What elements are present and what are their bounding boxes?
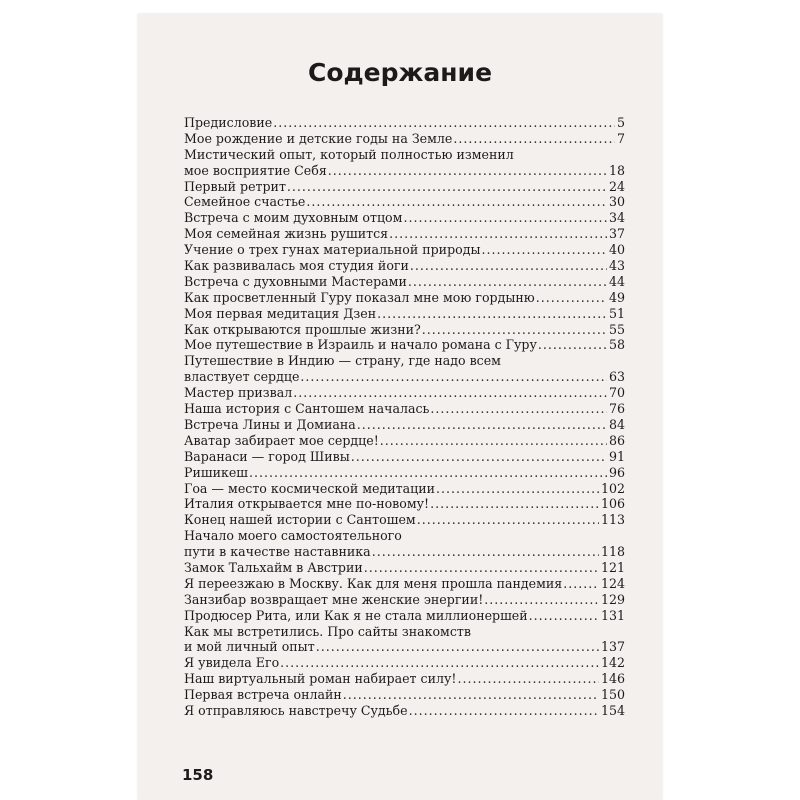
toc-entry [184, 353, 625, 385]
dot-leader [409, 703, 599, 719]
toc-entry-row [184, 544, 625, 560]
toc-entry-page: 84 [608, 416, 625, 432]
toc-entry-title: Моя семейная жизнь рушится [184, 226, 389, 242]
toc-entry-page: 113 [600, 512, 625, 528]
toc-entry [184, 226, 625, 242]
dot-leader [372, 544, 599, 560]
toc-entry [184, 417, 625, 433]
toc-entry-page: 142 [600, 655, 625, 671]
toc-entry-page: 24 [608, 178, 625, 194]
dot-leader [280, 655, 599, 671]
toc-entry-row [184, 194, 625, 210]
toc-entry-row [184, 671, 625, 687]
toc-entry [184, 290, 625, 306]
dot-leader [453, 131, 615, 147]
toc-entry [184, 194, 625, 210]
toc-entry-page: 30 [608, 194, 625, 210]
toc-entry-row [184, 115, 625, 131]
toc-entry-title: Моя первая медитация Дзен [184, 305, 377, 321]
toc-entry-row [184, 512, 625, 528]
toc-entry-title: Мое рождение и детские годы на Земле [184, 130, 453, 146]
toc-entry-row [184, 337, 625, 353]
toc-entry [184, 496, 625, 512]
toc-entry-page: 55 [608, 321, 625, 337]
toc-entry-row [184, 481, 625, 497]
dot-leader [538, 337, 607, 353]
toc-entry-row [184, 560, 625, 576]
toc-entry-title: Варанаси — город Шивы [184, 448, 350, 464]
toc-entry [184, 528, 625, 560]
toc-entry-title: Конец нашей истории с Сантошем [184, 512, 416, 528]
dot-leader [380, 433, 607, 449]
toc-entry-row [184, 639, 625, 655]
page-title: Содержание [307, 58, 493, 87]
dot-leader [377, 306, 607, 322]
toc-entry-title: Встреча Лины и Домиана [184, 416, 356, 432]
toc-entry [184, 512, 625, 528]
toc-entry [184, 131, 625, 147]
toc-entry-page: 7 [616, 130, 625, 146]
dot-leader [287, 179, 607, 195]
dot-leader [316, 639, 599, 655]
dot-leader [422, 322, 607, 338]
dot-leader [457, 671, 599, 687]
toc-entry [184, 401, 625, 417]
toc-entry-page: 131 [600, 607, 625, 623]
toc-entry [184, 385, 625, 401]
toc-entry-page: 146 [600, 671, 625, 687]
toc-entry-page: 34 [608, 210, 625, 226]
toc-entry [184, 179, 625, 195]
toc-entry-row [184, 449, 625, 465]
toc-entry [184, 687, 625, 703]
toc-entry-page: 76 [608, 401, 625, 417]
toc-entry-row [184, 401, 625, 417]
toc-entry [184, 337, 625, 353]
toc-entry-page: 43 [608, 258, 625, 274]
dot-leader [436, 481, 599, 497]
toc-entry-row [184, 433, 625, 449]
toc-entry [184, 115, 625, 131]
toc-entry-row [184, 608, 625, 624]
toc-entry-row [184, 417, 625, 433]
toc-entry-title: мое восприятие Себя [184, 162, 327, 178]
toc-entry-title: Мое путешествие в Израиль и начало романа с Гуру [184, 337, 537, 353]
toc-entry-page: 58 [608, 337, 625, 353]
toc-entry-title: пути в качестве наставника [184, 544, 371, 560]
toc-entry-page: 70 [608, 385, 625, 401]
toc-entry [184, 671, 625, 687]
dot-leader [417, 512, 599, 528]
toc-entry [184, 322, 625, 338]
toc-entry-page: 5 [616, 115, 625, 130]
dot-leader [410, 258, 607, 274]
toc-entry-title: Как открываются прошлые жизни? [184, 321, 421, 337]
toc-entry-title: Наш виртуальный роман набирает силу! [184, 671, 457, 687]
dot-leader [300, 369, 607, 385]
toc-entry-title: Встреча с моим духовным отцом [184, 210, 403, 226]
toc-entry-row [184, 163, 625, 179]
toc-entry [184, 465, 625, 481]
toc-entry-row [184, 687, 625, 703]
toc-entry-row [184, 465, 625, 481]
toc-entry-page: 118 [600, 544, 625, 560]
toc-entry-row [184, 703, 625, 719]
toc-entry [184, 210, 625, 226]
toc-entry-title: Я отправляюсь навстречу Судьбе [184, 703, 408, 719]
toc-entry [184, 433, 625, 449]
dot-leader [328, 163, 607, 179]
toc-entry [184, 624, 625, 656]
toc-entry-row [184, 179, 625, 195]
toc-entry-page: 129 [600, 591, 625, 607]
toc-entry-title: Замок Тальхайм в Австрии [184, 559, 363, 575]
toc-entry-title-line1: Как мы встретились. Про сайты знакомств [184, 623, 471, 639]
toc-entry-page: 18 [608, 162, 625, 178]
toc-entry-title: Как просветленный Гуру показал мне мою гордыню [184, 289, 535, 305]
toc-entry-title: Я переезжаю в Москву. Как для меня прошла пандемия [184, 575, 563, 591]
toc-entry [184, 560, 625, 576]
toc-entry-row [184, 496, 625, 512]
toc-entry-title-line1: Путешествие в Индию — страну, где надо всем [184, 353, 501, 369]
toc-entry [184, 576, 625, 592]
toc-entry-row [184, 226, 625, 242]
toc-entry-title: Италия открывается мне по-новому! [184, 496, 430, 512]
toc-entry-page: 150 [600, 687, 625, 703]
toc-entry [184, 449, 625, 465]
dot-leader [529, 608, 599, 624]
toc-entry-title: властвует сердце [184, 369, 300, 385]
dot-leader [430, 401, 607, 417]
toc-entry-row [184, 306, 625, 322]
toc-entry [184, 274, 625, 290]
toc-entry-title: Встреча с духовными Мастерами [184, 273, 407, 289]
dot-leader [249, 465, 607, 481]
toc-entry-row [184, 242, 625, 258]
toc-entry-row [184, 576, 625, 592]
dot-leader [364, 560, 599, 576]
toc-entry-title: Предисловие [184, 115, 273, 130]
dot-leader [389, 226, 607, 242]
toc-entry-page: 121 [600, 559, 625, 575]
toc-entry-page: 137 [600, 639, 625, 655]
toc-entry [184, 306, 625, 322]
dot-leader [351, 449, 607, 465]
toc-entry-page: 91 [608, 448, 625, 464]
toc-entry-page: 37 [608, 226, 625, 242]
toc-entry [184, 703, 625, 719]
toc-entry-title: Первый ретрит [184, 178, 286, 194]
toc-entry-title-line1: Начало моего самостоятельного [184, 528, 402, 544]
dot-leader [482, 242, 607, 258]
toc-entry-page: 124 [600, 575, 625, 591]
toc-entry-title: Я увидела Его [184, 655, 280, 671]
toc-entry [184, 242, 625, 258]
toc-entry-page: 106 [600, 496, 625, 512]
toc-entry [184, 608, 625, 624]
toc-entry-page: 49 [608, 289, 625, 305]
toc-entry-page: 44 [608, 273, 625, 289]
dot-leader [293, 385, 607, 401]
dot-leader [563, 576, 599, 592]
toc-entry [184, 592, 625, 608]
toc-entry-title: Ришикеш [184, 464, 249, 480]
toc-entry [184, 481, 625, 497]
toc-entry-title: Наша история с Сантошем началась [184, 401, 430, 417]
toc-entry-row [184, 290, 625, 306]
table-of-contents [184, 115, 625, 719]
dot-leader [403, 210, 607, 226]
toc-entry-row [184, 274, 625, 290]
toc-entry-row [184, 322, 625, 338]
toc-entry-title: Семейное счастье [184, 194, 306, 210]
dot-leader [408, 274, 607, 290]
toc-entry-page: 96 [608, 464, 625, 480]
toc-entry-title: Первая встреча онлайн [184, 687, 342, 703]
toc-entry-page: 63 [608, 369, 625, 385]
toc-entry-page: 86 [608, 432, 625, 448]
toc-entry-title: Гоа — место космической медитации [184, 480, 436, 496]
toc-entry-title-line1: Мистический опыт, который полностью изменил [184, 146, 514, 162]
dot-leader [484, 592, 599, 608]
toc-entry-page: 40 [608, 242, 625, 258]
toc-entry-page: 102 [600, 480, 625, 496]
toc-entry-title: и мой личный опыт [184, 639, 315, 655]
toc-entry-row [184, 210, 625, 226]
toc-entry-row [184, 592, 625, 608]
toc-entry-row [184, 655, 625, 671]
dot-leader [273, 115, 615, 131]
toc-entry-title: Учение о трех гунах материальной природы [184, 242, 481, 258]
dot-leader [343, 687, 599, 703]
toc-entry-page: 51 [608, 305, 625, 321]
toc-entry-row [184, 369, 625, 385]
toc-entry-row [184, 258, 625, 274]
toc-entry-title: Мастер призвал [184, 385, 293, 401]
page-number: 158 [182, 766, 214, 784]
toc-entry [184, 147, 625, 179]
toc-entry-page: 154 [600, 703, 625, 719]
toc-entry-row [184, 385, 625, 401]
toc-entry-title: Занзибар возвращает мне женские энергии! [184, 591, 484, 607]
toc-entry [184, 258, 625, 274]
toc-entry-row [184, 131, 625, 147]
dot-leader [536, 290, 607, 306]
toc-entry-title: Продюсер Рита, или Как я не стала миллионершей [184, 607, 528, 623]
dot-leader [357, 417, 607, 433]
dot-leader [430, 496, 599, 512]
toc-entry-title: Как развивалась моя студия йоги [184, 258, 409, 274]
book-page [138, 14, 662, 800]
dot-leader [306, 194, 607, 210]
toc-entry-title: Аватар забирает мое сердце! [184, 432, 379, 448]
toc-entry [184, 655, 625, 671]
